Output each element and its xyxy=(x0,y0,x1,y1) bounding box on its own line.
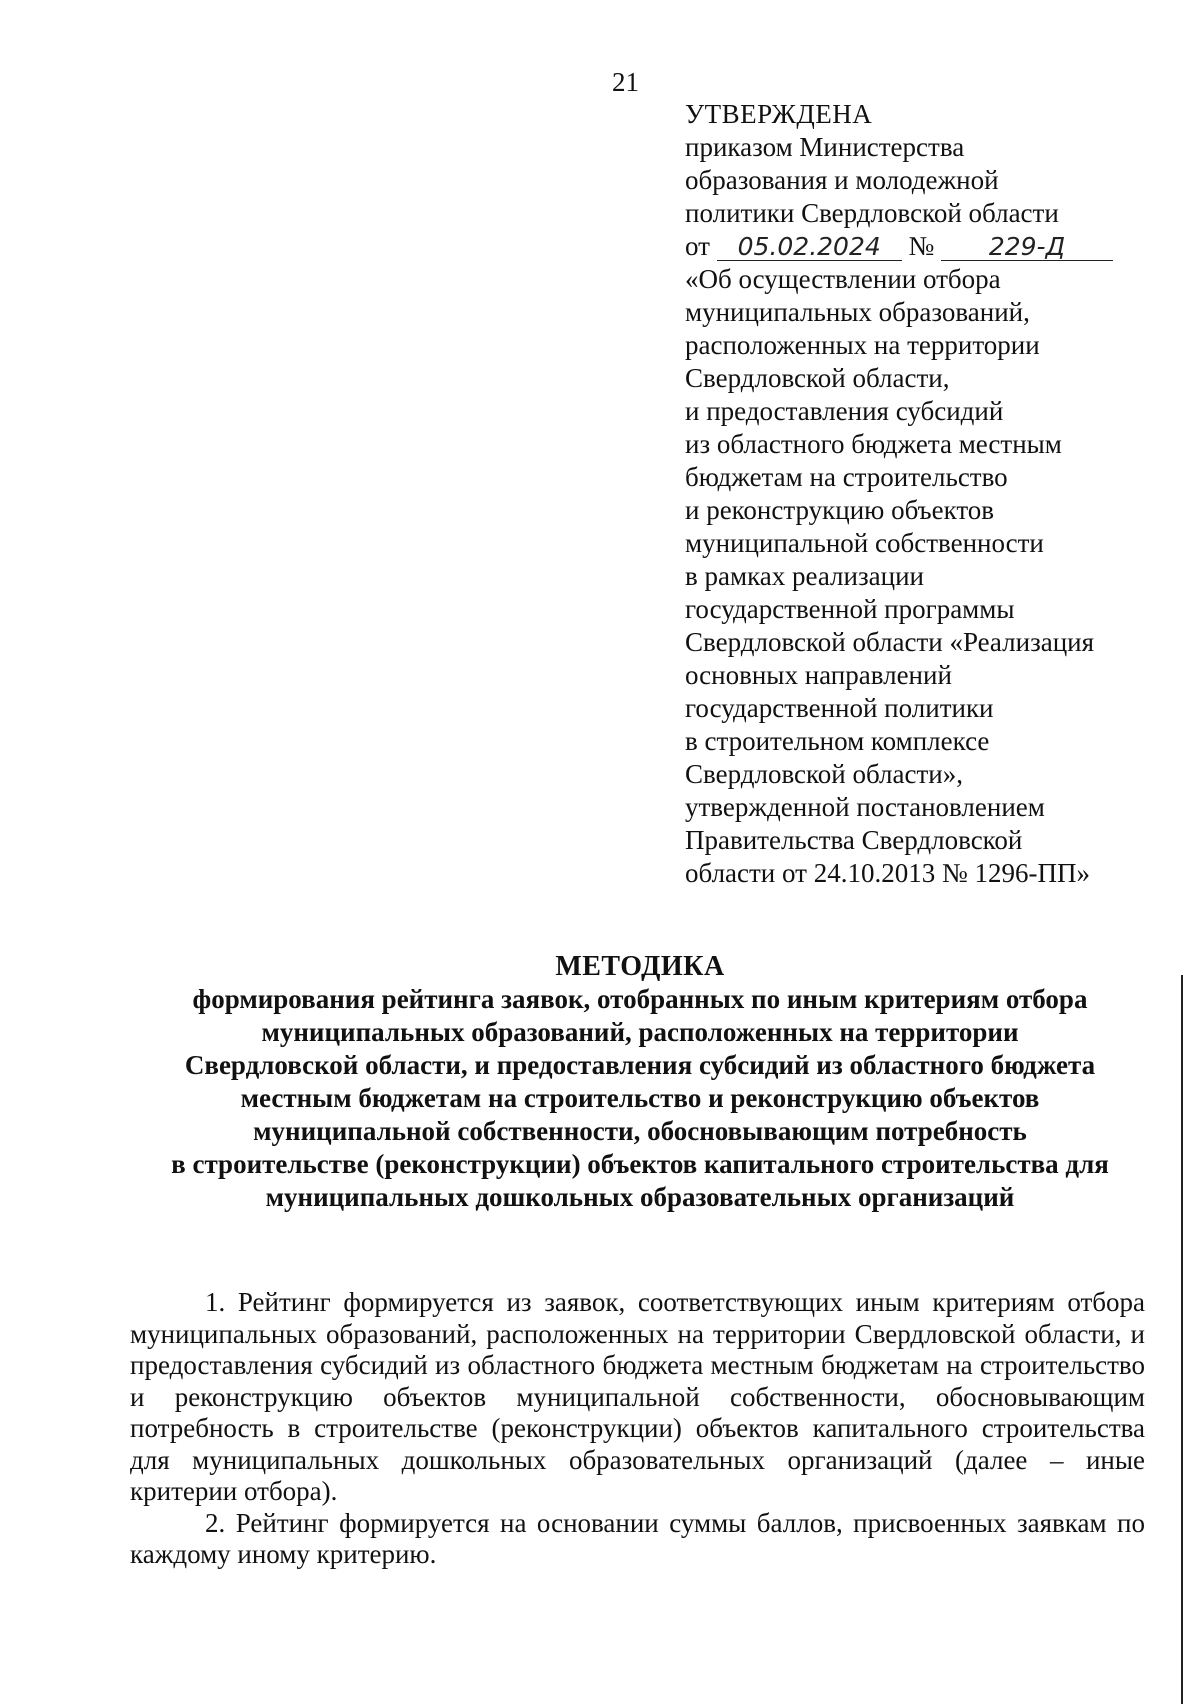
order-line: «Об осуществлении отбора xyxy=(685,264,1001,294)
order-line: и реконструкцию объектов xyxy=(685,495,995,525)
order-line: из областного бюджета местным xyxy=(685,429,1062,459)
methodology-heading: МЕТОДИКА xyxy=(555,951,725,982)
methodology-subtitle-line: муниципальной собственности, обосновывающим потребность xyxy=(253,1116,1027,1146)
order-line: основных направлений xyxy=(685,660,952,690)
methodology-title-block xyxy=(120,950,1160,1214)
order-line: области от 24.10.2013 № 1296-ПП» xyxy=(685,858,1090,888)
approval-title: УТВЕРЖДЕНА xyxy=(685,99,873,129)
approval-date-line xyxy=(685,230,1155,263)
methodology-subtitle-line: муниципальных дошкольных образовательных организаций xyxy=(265,1182,1015,1212)
approval-line: приказом Министерства xyxy=(685,132,965,162)
order-line: бюджетам на строительство xyxy=(685,462,1008,492)
order-line: и предоставления субсидий xyxy=(685,396,1004,426)
order-line: Свердловской области «Реализация xyxy=(685,627,1095,657)
methodology-subtitle-line: в строительстве (реконструкции) объектов капитального строительства для xyxy=(171,1149,1109,1179)
approval-line: политики Свердловской области xyxy=(685,198,1059,228)
order-line: Правительства Свердловской xyxy=(685,825,1023,855)
order-line: в строительном комплексе xyxy=(685,726,990,756)
paragraph-1: 1. Рейтинг формируется из заявок, соответствующих иным критериям отбора муниципальных образований, расположенных на территории Свердловской области, и предоставления субсидий из областного бюджета местным бюджетам на строительство и реконструкцию объектов муниципальной собственности, обосновывающим потребность в строительстве (реконструкции) объектов капитального строительства для муниципальных дошкольных образовательных организаций (далее – иные критерии отбора). xyxy=(130,1287,1145,1506)
paragraph-2: 2. Рейтинг формируется на основании суммы баллов, присвоенных заявкам по каждому иному критерию. xyxy=(130,1507,1145,1569)
methodology-subtitle-line: формирования рейтинга заявок, отобранных по иным критериям отбора xyxy=(192,984,1088,1014)
order-line: муниципальных образований, xyxy=(685,297,1030,327)
number-sign: № xyxy=(908,231,935,261)
approval-block xyxy=(685,98,1155,890)
order-line: муниципальной собственности xyxy=(685,528,1044,558)
methodology-subtitle-line: Свердловской области, и предоставления субсидий из областного бюджета xyxy=(184,1050,1096,1080)
order-line: утвержденной постановлением xyxy=(685,792,1045,822)
approval-line: образования и молодежной xyxy=(685,165,999,195)
handwritten-number: 229-Д xyxy=(941,233,1113,261)
order-line: Свердловской области, xyxy=(685,363,950,393)
order-line: Свердловской области», xyxy=(685,759,963,789)
order-line: государственной программы xyxy=(685,594,1015,624)
scan-edge-line xyxy=(1181,975,1183,1704)
body-text xyxy=(130,1287,1145,1571)
order-line: государственной политики xyxy=(685,693,994,723)
handwritten-date: 05.02.2024 xyxy=(717,233,902,261)
page-number: 21 xyxy=(612,67,639,97)
order-line: в рамках реализации xyxy=(685,561,924,591)
date-prefix: от xyxy=(685,231,710,261)
methodology-subtitle-line: местным бюджетам на строительство и реконструкцию объектов xyxy=(240,1083,1040,1113)
order-line: расположенных на территории xyxy=(685,330,1040,360)
methodology-subtitle-line: муниципальных образований, расположенных на территории xyxy=(261,1017,1019,1047)
